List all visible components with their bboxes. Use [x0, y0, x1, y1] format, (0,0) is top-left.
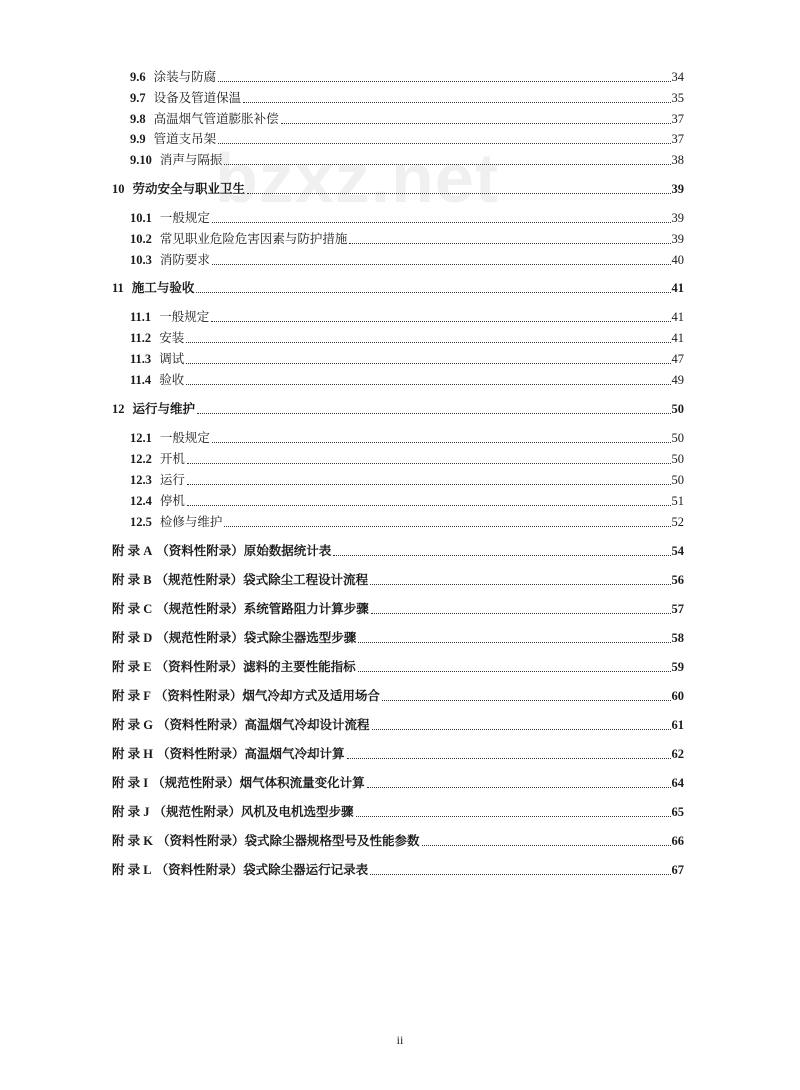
toc-leader-dots [197, 413, 670, 414]
toc-entry-number: 11 [112, 281, 124, 295]
toc-leader-dots [186, 363, 670, 364]
toc-entry-page: 47 [671, 352, 684, 366]
toc-leader-dots [218, 81, 670, 82]
toc-entry[interactable] [112, 600, 684, 618]
toc-entry-page: 37 [671, 112, 684, 126]
toc-entry-page: 50 [671, 431, 684, 445]
toc-entry-page: 39 [671, 232, 684, 246]
toc-entry-title: （规范性附录）风机及电机选型步骤 [153, 805, 354, 819]
toc-entry-page: 49 [671, 373, 684, 387]
toc-leader-dots [212, 222, 671, 223]
toc-leader-dots [370, 584, 670, 585]
toc-entry-title: 消防要求 [159, 253, 210, 267]
toc-entry-title: 设备及管道保温 [153, 91, 242, 105]
toc-entry-number: 11.4 [130, 373, 152, 387]
toc-leader-dots [372, 729, 671, 730]
toc-entry-page: 39 [671, 211, 684, 225]
toc-entry-title: （资料性附录）袋式除尘器规格型号及性能参数 [156, 834, 420, 848]
toc-entry-title: （资料性附录）高温烟气冷却设计流程 [156, 718, 370, 732]
toc-entry[interactable] [112, 471, 684, 489]
toc-entry[interactable] [112, 180, 684, 198]
toc-leader-dots [358, 671, 671, 672]
toc-entry[interactable] [112, 110, 684, 128]
toc-entry-title: 劳动安全与职业卫生 [132, 182, 246, 196]
toc-leader-dots [382, 700, 671, 701]
toc-entry-number: 12.3 [130, 473, 152, 487]
toc-entry[interactable] [112, 492, 684, 510]
toc-entry-number: 附 录 C [112, 602, 153, 616]
toc-entry[interactable] [112, 687, 684, 705]
toc-entry-page: 37 [671, 132, 684, 146]
toc-entry[interactable] [112, 371, 684, 389]
toc-entry[interactable] [112, 251, 684, 269]
toc-entry-title: （资料性附录）滤料的主要性能指标 [155, 660, 356, 674]
toc-entry-page: 41 [671, 281, 684, 295]
toc-entry[interactable] [112, 350, 684, 368]
toc-entry-title: 一般规定 [159, 431, 210, 445]
toc-entry[interactable] [112, 209, 684, 227]
toc-entry-title: 验收 [159, 373, 185, 387]
toc-entry-title: 停机 [159, 494, 185, 508]
toc-leader-dots [186, 384, 670, 385]
toc-leader-dots [333, 555, 670, 556]
toc-leader-dots [356, 816, 671, 817]
toc-entry-title: （规范性附录）烟气体积流量变化计算 [152, 776, 365, 790]
toc-entry-number: 附 录 B [112, 573, 152, 587]
toc-entry-page: 59 [671, 660, 684, 674]
toc-entry-number: 9.8 [130, 112, 146, 126]
toc-entry[interactable] [112, 745, 684, 763]
toc-entry-page: 60 [671, 689, 684, 703]
watermark: bzxz.net [215, 139, 500, 217]
toc-entry-title: （规范性附录）袋式除尘工程设计流程 [155, 573, 369, 587]
toc-leader-dots [187, 463, 671, 464]
toc-entry-page: 51 [671, 494, 684, 508]
toc-entry-number: 附 录 K [112, 834, 153, 848]
toc-entry-title: 管道支吊架 [153, 132, 217, 146]
toc-entry-title: （规范性附录）袋式除尘器选型步骤 [156, 631, 357, 645]
toc-entry-title: （资料性附录）袋式除尘器运行记录表 [155, 863, 369, 877]
toc-entry-number: 12.5 [130, 515, 152, 529]
toc-entry-page: 34 [671, 70, 684, 84]
toc-entry[interactable] [112, 774, 684, 792]
toc-entry-page: 35 [671, 91, 684, 105]
toc-leader-dots [196, 292, 670, 293]
toc-entry-page: 41 [671, 331, 684, 345]
toc-entry-title: （规范性附录）系统管路阻力计算步骤 [156, 602, 369, 616]
toc-entry-number: 10.2 [130, 232, 152, 246]
toc-entry-number: 9.6 [130, 70, 146, 84]
toc-entry-page: 57 [671, 602, 684, 616]
toc-entry-number: 12.4 [130, 494, 152, 508]
toc-entry-number: 附 录 E [112, 660, 152, 674]
toc-leader-dots [370, 874, 670, 875]
toc-entry-page: 50 [671, 452, 684, 466]
toc-entry[interactable] [112, 279, 684, 297]
toc-entry-page: 41 [671, 310, 684, 324]
toc-entry-title: 检修与维护 [159, 515, 223, 529]
toc-entry-number: 9.9 [130, 132, 146, 146]
toc-entry-title: 一般规定 [159, 211, 210, 225]
toc-entry-number: 10 [112, 182, 125, 196]
toc-entry-title: 高温烟气管道膨胀补偿 [153, 112, 279, 126]
toc-entry[interactable] [112, 308, 684, 326]
toc-entry-title: 常见职业危险危害因素与防护措施 [159, 232, 348, 246]
toc-entry[interactable] [112, 513, 684, 531]
toc-entry[interactable] [112, 658, 684, 676]
toc-entry-title: 开机 [159, 452, 185, 466]
toc-entry-number: 10.3 [130, 253, 152, 267]
toc-entry[interactable] [112, 542, 684, 560]
toc-entry-number: 12 [112, 402, 125, 416]
toc-entry-title: 施工与验收 [131, 281, 195, 295]
toc-entry-page: 61 [671, 718, 684, 732]
toc-entry-number: 附 录 H [112, 747, 153, 761]
toc-leader-dots [422, 845, 671, 846]
toc-entry[interactable] [112, 89, 684, 107]
toc-entry-number: 附 录 J [112, 805, 150, 819]
toc-entry-title: 消声与隔振 [159, 153, 223, 167]
toc-leader-dots [187, 484, 671, 485]
toc-entry-number: 11.2 [130, 331, 152, 345]
toc-entry-title: 运行与维护 [132, 402, 196, 416]
toc-entry[interactable] [112, 429, 684, 447]
toc-entry[interactable] [112, 329, 684, 347]
toc-entry-page: 56 [671, 573, 684, 587]
toc-entry-page: 40 [671, 253, 684, 267]
toc-leader-dots [281, 123, 671, 124]
toc-entry-title: （资料性附录）原始数据统计表 [156, 544, 332, 558]
toc-entry-page: 64 [671, 776, 684, 790]
toc-entry-title: 一般规定 [159, 310, 210, 324]
toc-entry-number: 附 录 I [112, 776, 149, 790]
toc-entry-page: 39 [671, 182, 684, 196]
toc-entry-number: 附 录 F [112, 689, 151, 703]
toc-entry[interactable] [112, 629, 684, 647]
toc-entry-number: 附 录 A [112, 544, 153, 558]
toc-leader-dots [218, 143, 670, 144]
toc-leader-dots [358, 642, 670, 643]
toc-leader-dots [347, 758, 671, 759]
toc-leader-dots [371, 613, 671, 614]
toc-entry-page: 38 [671, 153, 684, 167]
toc-entry-title: 安装 [159, 331, 185, 345]
toc-entry-number: 附 录 L [112, 863, 152, 877]
toc-entry[interactable] [112, 450, 684, 468]
toc-entry-page: 50 [671, 402, 684, 416]
toc-entry[interactable] [112, 68, 684, 86]
toc-leader-dots [243, 102, 670, 103]
toc-leader-dots [349, 243, 670, 244]
toc-entry[interactable] [112, 230, 684, 248]
toc-entry[interactable] [112, 716, 684, 734]
toc-entry-title: 调试 [159, 352, 185, 366]
toc-entry-page: 62 [671, 747, 684, 761]
toc-leader-dots [212, 442, 671, 443]
toc-entry-number: 11.1 [130, 310, 152, 324]
toc-leader-dots [186, 342, 670, 343]
toc-entry-page: 58 [671, 631, 684, 645]
toc-leader-dots [247, 193, 670, 194]
toc-entry[interactable] [112, 151, 684, 169]
page-number: ii [396, 1033, 404, 1047]
toc-leader-dots [224, 164, 670, 165]
toc-entry[interactable] [112, 803, 684, 821]
toc-entry[interactable] [112, 571, 684, 589]
toc-entry-number: 10.1 [130, 211, 152, 225]
toc-entry-title: 涂装与防腐 [153, 70, 217, 84]
toc-entry-title: 运行 [159, 473, 185, 487]
toc-entry-page: 52 [671, 515, 684, 529]
toc-entry-title: （资料性附录）高温烟气冷却计算 [156, 747, 345, 761]
toc-entry-page: 67 [671, 863, 684, 877]
toc-entry-number: 12.1 [130, 431, 152, 445]
toc-entry-title: （资料性附录）烟气冷却方式及适用场合 [154, 689, 380, 703]
toc-entry-page: 50 [671, 473, 684, 487]
toc-entry-page: 65 [671, 805, 684, 819]
toc-leader-dots [224, 526, 670, 527]
toc-entry[interactable] [112, 832, 684, 850]
toc-leader-dots [367, 787, 671, 788]
toc-leader-dots [212, 264, 671, 265]
toc-entry[interactable] [112, 861, 684, 879]
toc-entry-number: 附 录 G [112, 718, 153, 732]
toc-entry-page: 54 [671, 544, 684, 558]
toc-entry-number: 9.7 [130, 91, 146, 105]
toc-entry[interactable] [112, 130, 684, 148]
toc-leader-dots [187, 505, 671, 506]
toc-entry-number: 12.2 [130, 452, 152, 466]
toc-leader-dots [211, 321, 670, 322]
toc-entry-number: 附 录 D [112, 631, 153, 645]
toc-entry-number: 9.10 [130, 153, 152, 167]
toc-entry[interactable] [112, 400, 684, 418]
toc-entry-number: 11.3 [130, 352, 152, 366]
toc-entry-page: 66 [671, 834, 684, 848]
